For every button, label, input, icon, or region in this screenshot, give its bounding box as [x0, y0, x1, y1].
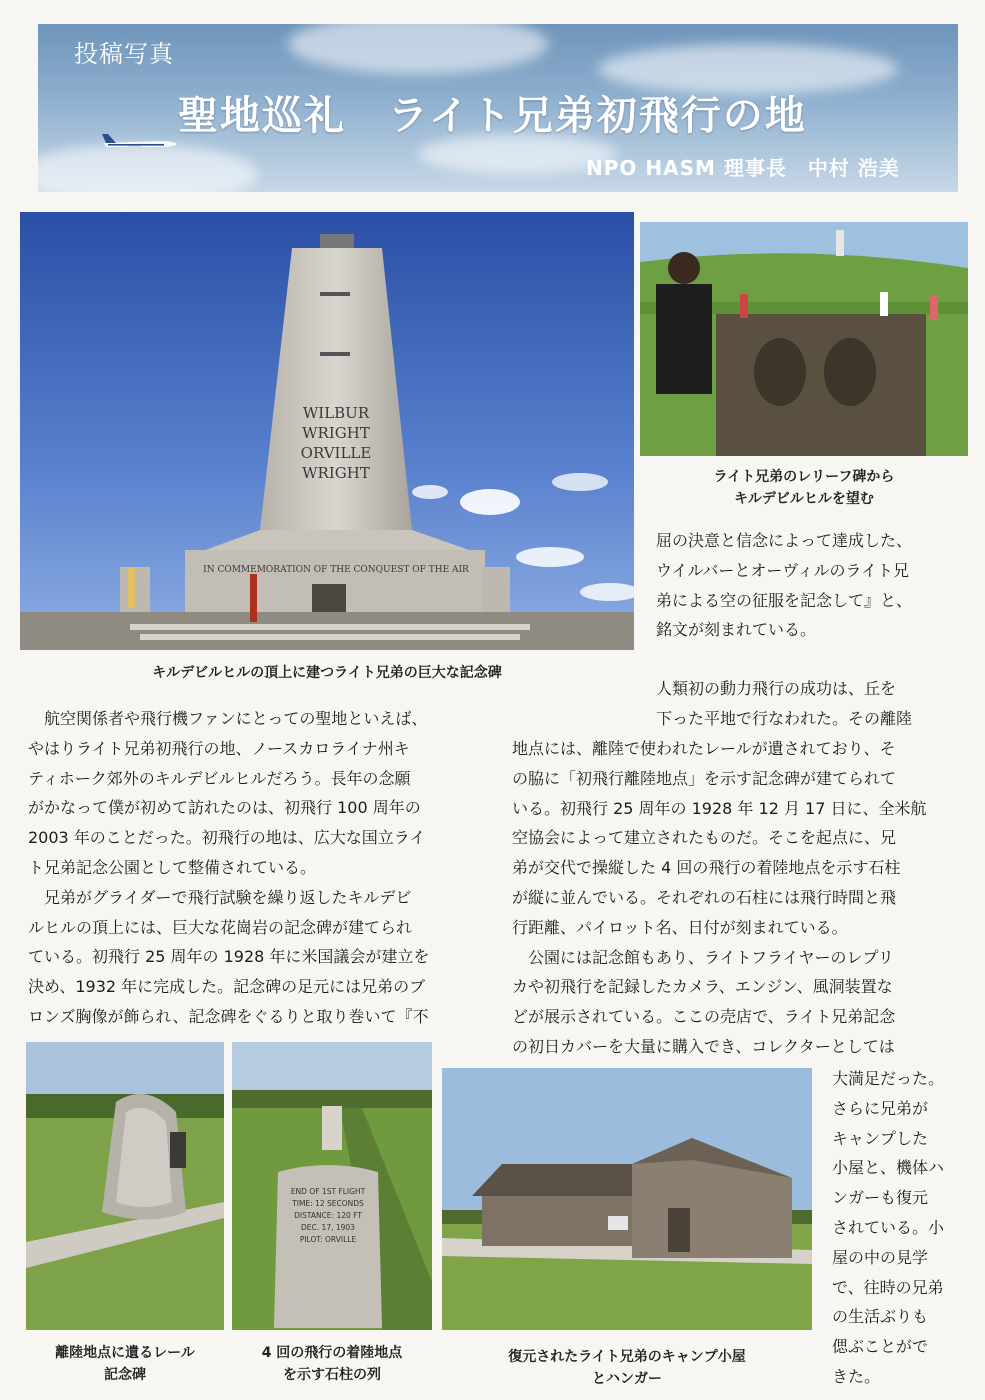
text-line: ロンズ胸像が飾られ、記念碑をぐるりと取り巻いて『不	[28, 1006, 429, 1026]
caption-line: キルデビルヒルの頂上に建つライト兄弟の巨大な記念碑	[152, 665, 502, 681]
inscription-line-3: ORVILLE	[300, 444, 372, 462]
caption-line-2: を示す石柱の列	[283, 1367, 381, 1383]
caption-line-1: ライト兄弟のレリーフ碑から	[713, 469, 895, 485]
text-line: 弟が交代で操縦した 4 回の飛行の着陸地点を示す石柱	[512, 858, 901, 878]
text-line: きた。	[832, 1366, 881, 1386]
rail-caption	[26, 1342, 224, 1386]
monument-caption	[20, 662, 634, 684]
text-line: 2003 年のことだった。初飛行の地は、広大な国立ライ	[28, 828, 426, 848]
body-text-right-first	[656, 674, 912, 734]
camp-caption	[442, 1346, 812, 1390]
text-line: 地点には、離陸で使われたレールが遺されており、そ	[512, 739, 896, 758]
text-line: 屋の中の見学	[832, 1247, 929, 1267]
plaque-line-4: DEC. 17, 1903	[301, 1223, 355, 1232]
text-line: の脇に「初飛行離陸地点」を示す記念碑が建てられて	[512, 768, 897, 788]
monument-photo	[20, 212, 634, 650]
section-label: 投稿写真	[74, 40, 174, 68]
airplane-icon	[100, 129, 180, 155]
text-line: の初日カバーを大量に購入でき、コレクターとしては	[512, 1036, 895, 1056]
text-line: ト兄弟記念公園として整備されている。	[28, 857, 317, 877]
text-line: さらに兄弟が	[832, 1098, 929, 1118]
caption-line-1: 復元されたライト兄弟のキャンプ小屋	[508, 1349, 746, 1365]
plaque-line-5: PILOT: ORVILLE	[299, 1235, 357, 1244]
caption-line-1: 離陸地点に遺るレール	[55, 1345, 195, 1361]
inscription-line-1: WILBUR	[302, 404, 370, 422]
text-line: が縦に並んでいる。それぞれの石柱には飛行時間と飛	[512, 887, 897, 907]
text-line: ウイルバーとオーヴィルのライト兄	[656, 560, 909, 580]
rail-photo	[26, 1042, 224, 1330]
text-line: ンガーも復元	[832, 1188, 929, 1208]
text-line: 空協会によって建立されたものだ。そこを起点に、兄	[512, 828, 897, 848]
inscription-line-2: WRIGHT	[302, 424, 370, 442]
text-line: 銘文が刻まれている。	[656, 620, 817, 640]
caption-line-2: とハンガー	[592, 1371, 662, 1387]
text-line: で、往時の兄弟	[832, 1277, 944, 1297]
relief-caption	[640, 466, 968, 510]
text-line: の生活ぶりも	[832, 1307, 929, 1327]
text-line: 下った平地で行なわれた。その離陸	[656, 708, 913, 728]
text-line: 決め、1932 年に完成した。記念碑の足元には兄弟のブ	[28, 977, 426, 997]
body-text-left	[28, 704, 429, 1032]
text-line: 兄弟がグライダーで飛行試験を繰り返したキルデビ	[28, 887, 412, 907]
camp-photo	[442, 1068, 812, 1330]
text-line: キャンプした	[832, 1128, 929, 1148]
commemoration-inscription: IN COMMEMORATION OF THE CONQUEST OF THE AIR	[203, 565, 469, 575]
text-line: されている。小	[832, 1217, 945, 1237]
text-line: 小屋と、機体ハ	[832, 1158, 945, 1178]
body-text-right	[512, 734, 927, 1062]
body-text-top-right	[656, 526, 912, 645]
text-line: 弟による空の征服を記念して』と、	[656, 590, 913, 610]
body-text-narrow	[832, 1064, 944, 1392]
stones-photo	[232, 1042, 432, 1330]
caption-line-1: 4 回の飛行の着陸地点	[261, 1345, 403, 1361]
caption-line-2: キルデビルヒルを望む	[734, 491, 874, 507]
text-line: ている。初飛行 25 周年の 1928 年に米国議会が建立を	[28, 947, 430, 967]
text-line: 航空関係者や飛行機ファンにとっての聖地といえば、	[28, 709, 428, 728]
text-line: ルヒルの頂上には、巨大な花崗岩の記念碑が建てられ	[28, 917, 413, 937]
text-line: 屈の決意と信念によって達成した、	[656, 531, 913, 550]
text-line: カや初飛行を記録したカメラ、エンジン、風洞装置な	[512, 977, 893, 997]
plaque-line-3: DISTANCE: 120 FT	[294, 1211, 362, 1220]
plaque-line-1: END OF 1ST FLIGHT	[290, 1187, 366, 1196]
text-line: 大満足だった。	[832, 1069, 945, 1088]
plaque-line-2: TIME: 12 SECONDS	[292, 1199, 364, 1208]
text-line: 行距離、パイロット名、日付が刻まれている。	[512, 917, 848, 937]
text-line: がかなって僕が初めて訪れたのは、初飛行 100 周年の	[28, 798, 421, 818]
caption-line-2: 記念碑	[104, 1367, 146, 1383]
stones-caption	[226, 1342, 438, 1386]
relief-photo	[640, 222, 968, 456]
page-title: 聖地巡礼 ライト兄弟初飛行の地	[178, 93, 807, 139]
text-line: ティホーク郊外のキルデビルヒルだろう。長年の念願	[28, 768, 411, 788]
header-banner	[38, 24, 958, 192]
text-line: 公園には記念館もあり、ライトフライヤーのレプリ	[512, 947, 894, 967]
text-line: 偲ぶことがで	[832, 1337, 929, 1357]
inscription-line-4: WRIGHT	[302, 464, 370, 482]
text-line: 人類初の動力飛行の成功は、丘を	[656, 679, 897, 698]
text-line: やはりライト兄弟初飛行の地、ノースカロライナ州キ	[28, 738, 410, 758]
author-line: NPO HASM 理事長 中村 浩美	[586, 156, 900, 180]
text-line: いる。初飛行 25 周年の 1928 年 12 月 17 日に、全米航	[512, 798, 927, 818]
text-line: どが展示されている。ここの売店で、ライト兄弟記念	[512, 1007, 896, 1027]
